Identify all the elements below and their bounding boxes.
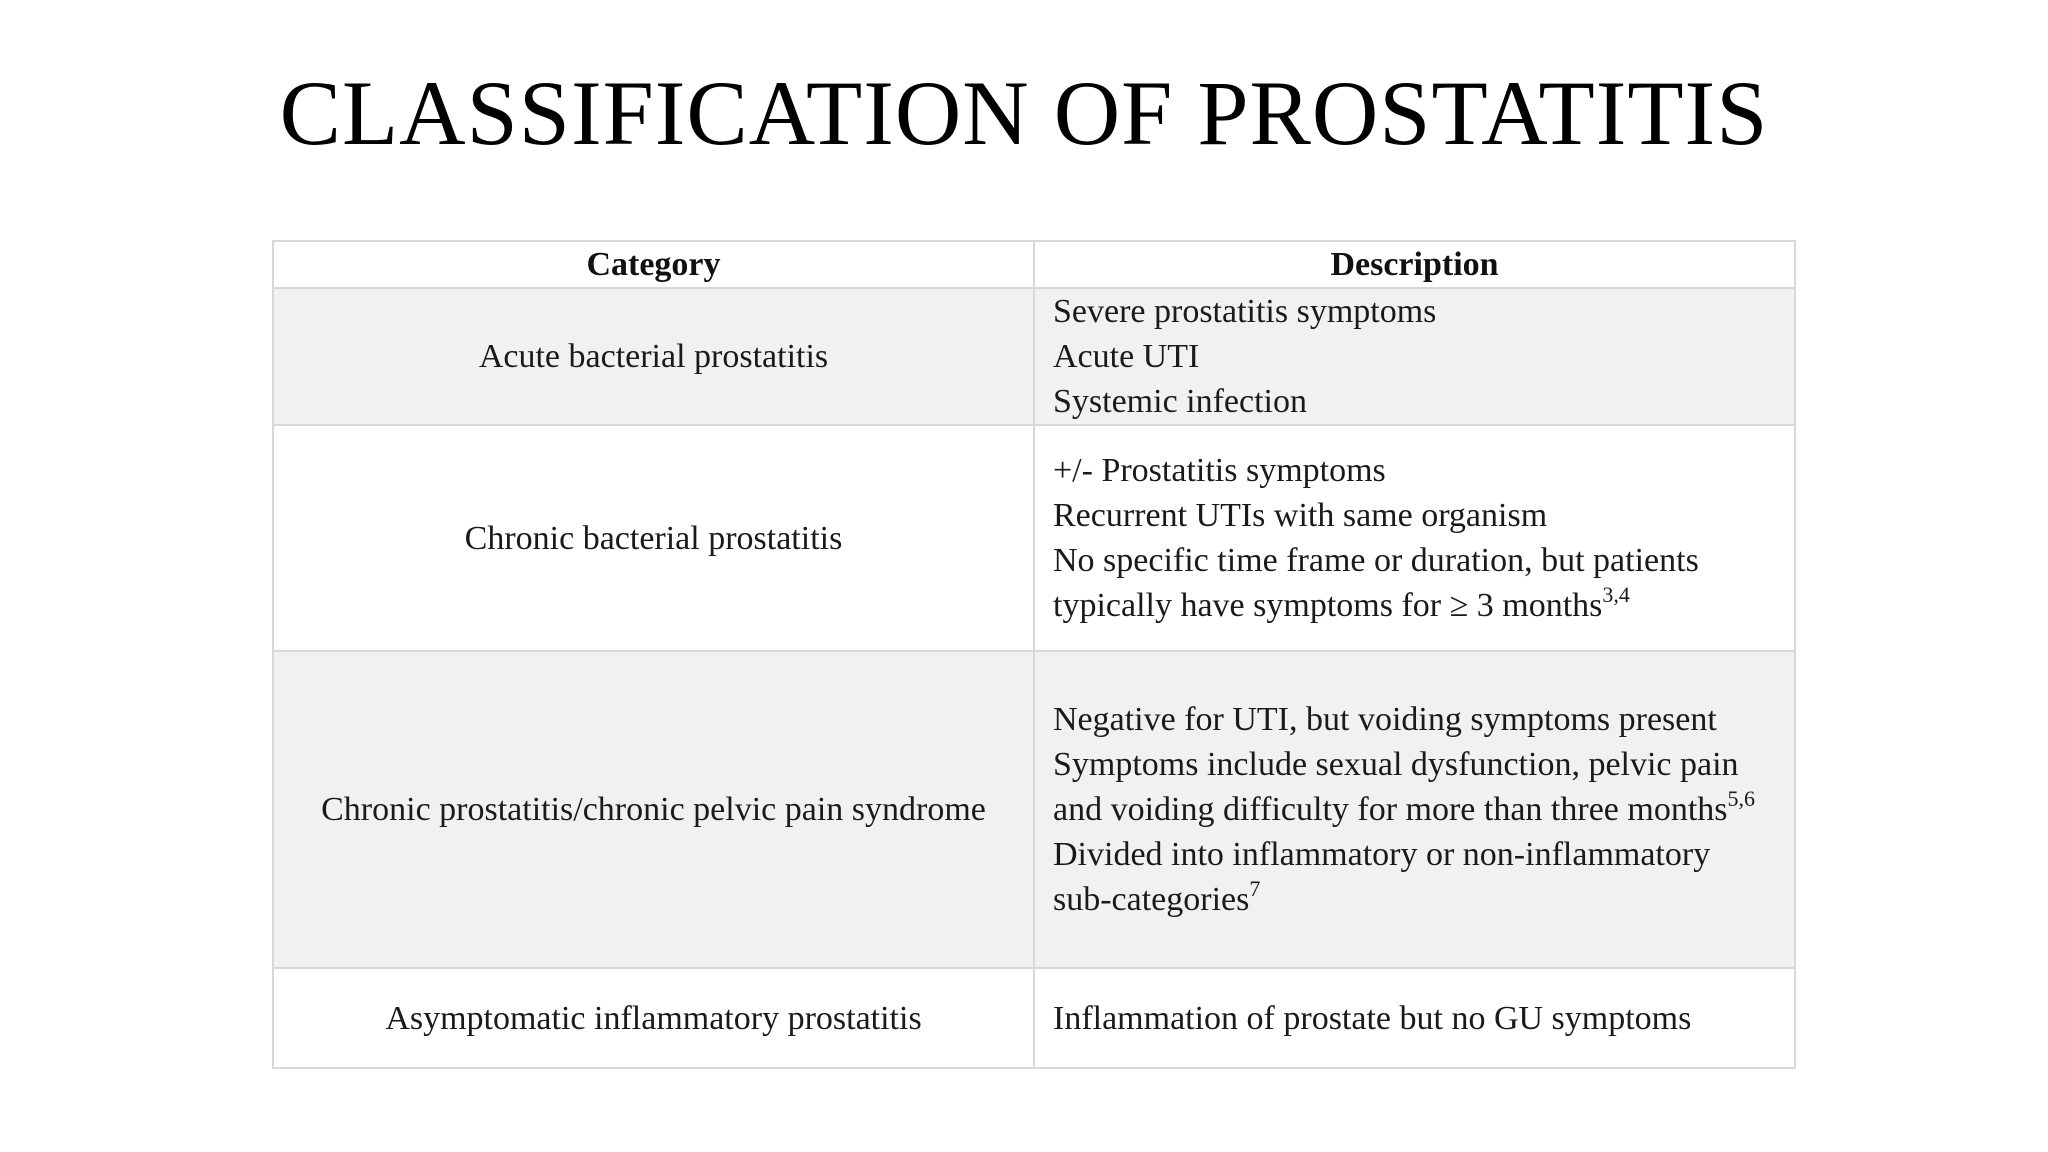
category-text: Chronic prostatitis/chronic pelvic pain syndrome [321, 791, 986, 828]
table-row [273, 288, 1795, 425]
header-category: Category [273, 241, 1034, 288]
description-line: No specific time frame or duration, but patients typically have symptoms for ≥ 3 months$^{3,4}$ [1053, 542, 1699, 624]
description-line: Recurrent UTIs with same organism [1053, 497, 1548, 534]
description-line: Acute UTI [1053, 338, 1200, 375]
description-line: Divided into inflammatory or non-inflammatory sub-categories$^7$ [1053, 836, 1711, 918]
description-line: Inflammation of prostate but no GU symptoms [1053, 999, 1692, 1037]
classification-table-container [272, 240, 1794, 1069]
category-text: Acute bacterial prostatitis [478, 338, 829, 375]
table-row [273, 651, 1795, 968]
description-cell [1034, 288, 1795, 425]
description-line: Severe prostatitis symptoms [1053, 293, 1437, 330]
table-row [273, 968, 1795, 1068]
description-line: Symptoms include sexual dysfunction, pelvic pain and voiding difficulty for more than three months$^{5,6}$ [1053, 746, 1756, 828]
description-line: +/- Prostatitis symptoms [1053, 452, 1386, 489]
citation-superscript: 5,6 [1727, 786, 1756, 811]
description-cell [1034, 425, 1795, 651]
category-text: Asymptomatic inflammatory prostatitis [385, 999, 922, 1037]
classification-table [272, 240, 1796, 1069]
category-cell [273, 288, 1034, 425]
slide-title: CLASSIFICATION OF PROSTATITIS [279, 62, 1769, 164]
category-cell [273, 968, 1034, 1068]
category-text: Chronic bacterial prostatitis [464, 519, 843, 557]
citation-superscript: 3,4 [1602, 582, 1630, 607]
header-description: Description [1034, 241, 1795, 288]
citation-superscript: 7 [1249, 876, 1261, 901]
table-header-row [273, 241, 1795, 288]
category-cell [273, 425, 1034, 651]
table-row [273, 425, 1795, 651]
description-cell [1034, 651, 1795, 968]
description-line: Negative for UTI, but voiding symptoms present [1053, 701, 1717, 738]
description-line: Systemic infection [1053, 383, 1308, 420]
category-cell [273, 651, 1034, 968]
description-cell [1034, 968, 1795, 1068]
